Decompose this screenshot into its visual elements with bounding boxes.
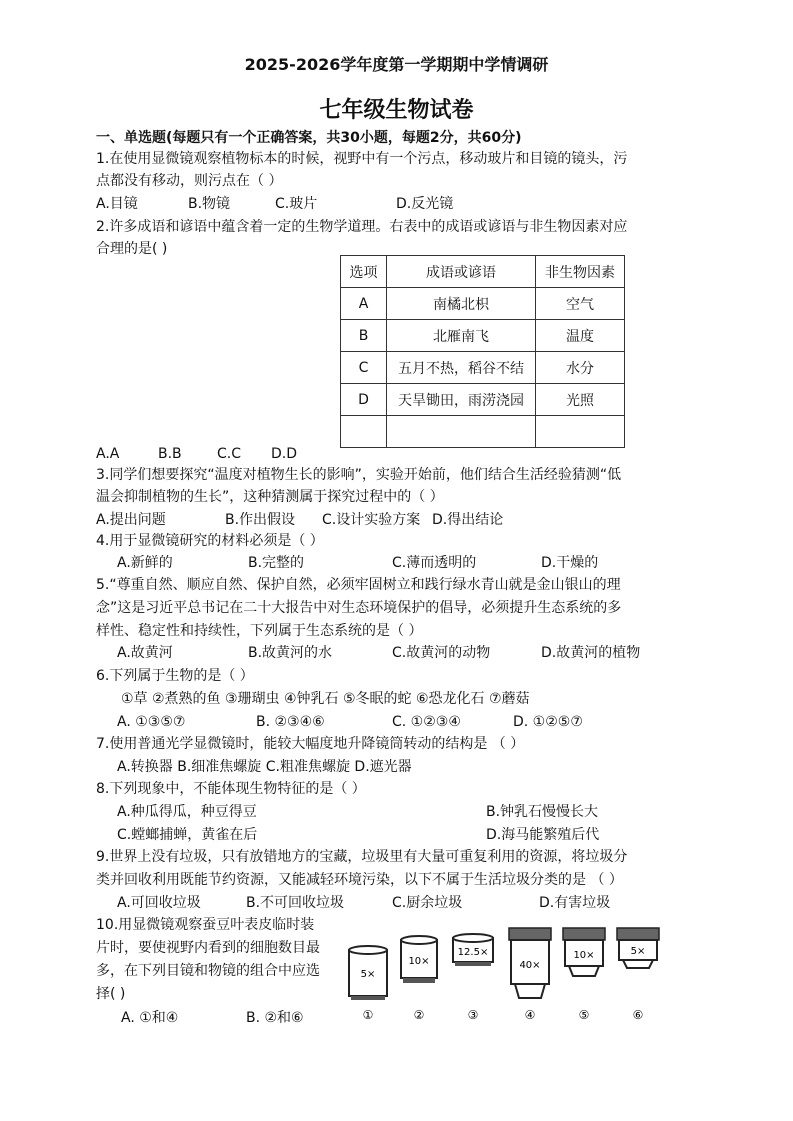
section-heading: 一、单选题(每题只有一个正确答案，共30小题，每题2分，共60分) (96, 130, 522, 146)
lens-label: 40× (519, 960, 541, 971)
q4-option-d: D.干燥的 (541, 555, 599, 571)
q4-line1: 4.用于显微镜研究的材料必须是（ ） (96, 533, 324, 549)
q1-option-d: D.反光镜 (396, 196, 454, 212)
q5-option-b: B.故黄河的水 (248, 645, 333, 661)
q10-line1: 10.用显微镜观察蚕豆叶表皮临时装 (96, 917, 315, 933)
q7-options: A.转换器 B.细准焦螺旋 C.粗准焦螺旋 D.遮光器 (117, 759, 412, 775)
table-header-cell: 非生物因素 (536, 256, 625, 288)
lens-number: ⑥ (632, 1008, 644, 1022)
table-cell: 北雁南飞 (387, 320, 536, 352)
lens-label: 10× (408, 956, 430, 967)
q2-option-d: D.D (271, 446, 298, 462)
q3-option-a: A.提出问题 (96, 512, 166, 528)
table-cell: 水分 (536, 352, 625, 384)
table-header-row (341, 256, 625, 288)
table-cell: A (341, 288, 387, 320)
q2-option-a: A.A (96, 446, 120, 462)
lens-label: 10× (573, 950, 595, 961)
q6-option-d: D. ①②⑤⑦ (513, 714, 583, 730)
lens-number: ② (413, 1008, 425, 1022)
q1-option-c: C.玻片 (275, 196, 318, 212)
q10-line4: 择( ) (96, 986, 126, 1002)
q10-option-a: A. ①和④ (121, 1010, 179, 1026)
table-cell: D (341, 384, 387, 416)
q9-option-a: A.可回收垃圾 (117, 895, 201, 911)
q5-line2: 念”这是习近平总书记在二十大报告中对生态环境保护的倡导，必须提升生态系统的多 (96, 600, 622, 616)
table-cell: B (341, 320, 387, 352)
table-cell: 温度 (536, 320, 625, 352)
lens-label: 5× (630, 946, 646, 957)
table-row (341, 416, 625, 448)
q2-option-b: B.B (158, 446, 182, 462)
q2-option-c: C.C (217, 446, 242, 462)
q8-option-b: B.钟乳石慢慢长大 (486, 804, 599, 820)
q2-table (340, 255, 625, 448)
q1-option-b: B.物镜 (188, 196, 231, 212)
q1-line1: 1.在使用显微镜观察植物标本的时候，视野中有一个污点，移动玻片和目镜的镜头，污 (96, 151, 628, 167)
q10-line3: 多，在下列目镜和物镜的组合中应选 (96, 963, 320, 979)
q8-option-d: D.海马能繁殖后代 (486, 827, 600, 843)
lens-number: ⑤ (578, 1008, 590, 1022)
table-cell: 天旱锄田，雨涝浇园 (387, 384, 536, 416)
table-row (341, 320, 625, 352)
table-row (341, 384, 625, 416)
q6-items: ①草 ②煮熟的鱼 ③珊瑚虫 ④钟乳石 ⑤冬眠的蛇 ⑥恐龙化石 ⑦蘑菇 (121, 691, 530, 707)
table-cell: 光照 (536, 384, 625, 416)
table-cell (536, 416, 625, 448)
q4-option-a: A.新鲜的 (117, 555, 173, 571)
table-cell (341, 416, 387, 448)
q8-option-a: A.种瓜得瓜，种豆得豆 (117, 804, 257, 820)
table-header-cell: 选项 (341, 256, 387, 288)
lens-number: ④ (524, 1008, 536, 1022)
q6-option-a: A. ①③⑤⑦ (117, 714, 186, 730)
q6-line1: 6.下列属于生物的是（ ） (96, 668, 254, 684)
q2-line1: 2.许多成语和谚语中蕴含着一定的生物学道理。右表中的成语或谚语与非生物因素对应 (96, 219, 628, 235)
q10-line2: 片时，要使视野内看到的细胞数目最 (96, 940, 320, 956)
q7-line1: 7.使用普通光学显微镜时，能较大幅度地升降镜筒转动的结构是 （ ） (96, 736, 525, 752)
table-cell: 五月不热，稻谷不结 (387, 352, 536, 384)
exam-title: 2025-2026学年度第一学期期中学情调研 (244, 55, 549, 74)
q6-option-b: B. ②③④⑥ (256, 714, 325, 730)
q2-line2: 合理的是( ) (96, 241, 168, 257)
q3-option-b: B.作出假设 (225, 512, 296, 528)
q9-line1: 9.世界上没有垃圾，只有放错地方的宝藏，垃圾里有大量可重复利用的资源，将垃圾分 (96, 849, 628, 865)
q3-option-c: C.设计实验方案 (322, 512, 421, 528)
table-cell (387, 416, 536, 448)
table-row (341, 288, 625, 320)
q5-option-d: D.故黄河的植物 (541, 645, 641, 661)
q5-line3: 样性、稳定性和持续性，下列属于生态系统的是（ ） (96, 623, 423, 639)
table-cell: 南橘北枳 (387, 288, 536, 320)
lens-number: ③ (467, 1008, 479, 1022)
q3-line2: 温会抑制植物的生长”，这种猜测属于探究过程中的（ ） (96, 489, 444, 505)
q8-line1: 8.下列现象中，不能体现生物特征的是（ ） (96, 781, 366, 797)
table-header-cell: 成语或谚语 (387, 256, 536, 288)
q5-option-a: A.故黄河 (117, 645, 173, 661)
q1-line2: 点都没有移动，则污点在（ ） (96, 173, 283, 189)
table-cell: 空气 (536, 288, 625, 320)
lens-number: ① (362, 1008, 374, 1022)
q5-line1: 5.“尊重自然、顺应自然、保护自然，必须牢固树立和践行绿水青山就是金山银山的理 (96, 577, 621, 593)
q6-option-c: C. ①②③④ (392, 714, 461, 730)
q4-option-c: C.薄而透明的 (392, 555, 477, 571)
q9-line2: 类并回收利用既能节约资源，又能减轻环境污染，以下不属于生活垃圾分类的是 （ ） (96, 872, 623, 888)
q4-option-b: B.完整的 (248, 555, 305, 571)
table-cell: C (341, 352, 387, 384)
q9-option-b: B.不可回收垃圾 (246, 895, 345, 911)
q1-option-a: A.目镜 (96, 196, 138, 212)
exam-subtitle: 七年级生物试卷 (319, 98, 474, 123)
q8-option-c: C.螳螂捕蝉，黄雀在后 (117, 827, 258, 843)
q10-option-b: B. ②和⑥ (246, 1010, 304, 1026)
lens-label: 12.5× (457, 947, 489, 958)
q3-option-d: D.得出结论 (432, 512, 504, 528)
q5-option-c: C.故黄河的动物 (392, 645, 491, 661)
q3-line1: 3.同学们想要探究“温度对植物生长的影响”，实验开始前，他们结合生活经验猜测“低 (96, 467, 622, 483)
q9-option-d: D.有害垃圾 (539, 895, 611, 911)
lens-label: 5× (360, 969, 376, 980)
table-row (341, 352, 625, 384)
q9-option-c: C.厨余垃圾 (392, 895, 463, 911)
lens-illustration (345, 918, 665, 1023)
